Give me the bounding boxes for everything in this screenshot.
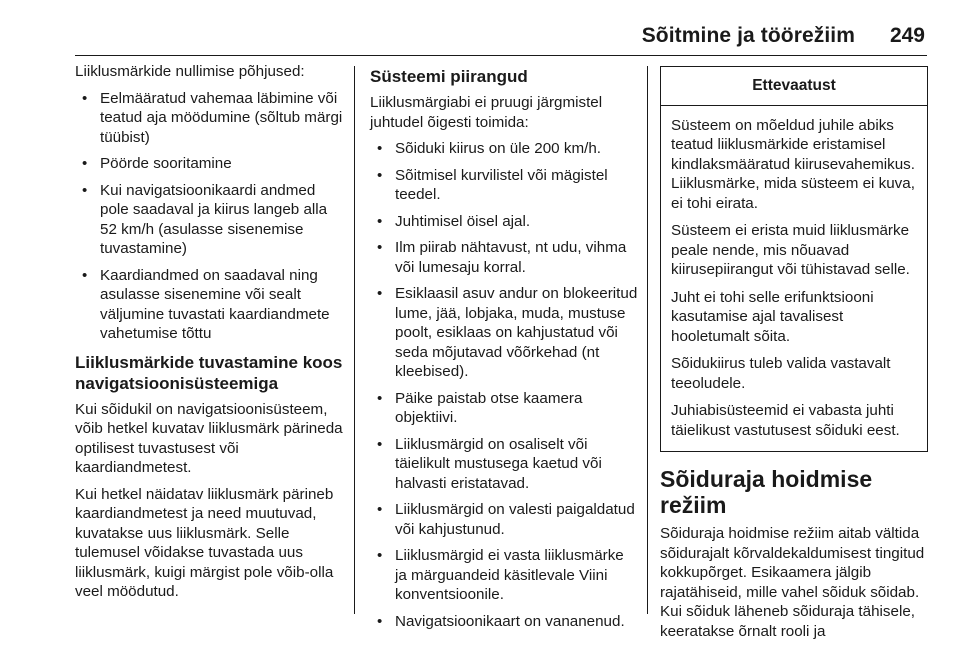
paragraph: Juht ei tohi selle erifunktsiooni kasutamise ajal tavalisest hooletumalt sõita. [671,288,874,345]
list-item: • Kui navigatsioonikaardi andmed pole saadaval ja kiirus langeb alla 52 km/h (asulasse sisenemise tuvastamine) [75,181,345,259]
page-header [0,0,960,58]
reset-reasons-list [75,89,345,344]
paragraph: Kui hetkel näidatav liiklusmärk pärineb kaardiandmetest ja need muutuvad, kuvatakse uus liiklusmärk. Selle tulemusel võidakse tuvastada uus liiklusmärk, kuigi märgist pole võib-olla veel möödutud. [75,485,334,600]
list-item: • Päike paistab otse kaamera objektiivi. [370,389,638,428]
caution-title: Ettevaatust [661,67,927,106]
column-divider-1 [354,66,355,614]
column-left [75,62,345,609]
header-divider [75,55,927,56]
list-item: • Liiklusmärgid ei vasta liiklusmärke ja märguandeid käsitlevale Viini konventsioonile. [370,546,638,605]
section-heading: Liiklusmärkide tuvastamine koos navigatsioonisüsteemiga [75,352,343,393]
column-middle [370,62,638,639]
paragraph: Juhiabisüsteemid ei vabasta juhti täielikust vastutusest sõiduki eest. [671,402,900,439]
list-item: • Eelmääratud vahemaa läbimine või teatud aja möödumine (sõltub märgi tüübist) [75,89,345,148]
section-heading: Sõiduraja hoidmise režiim [660,466,873,518]
list-item: • Liiklusmärgid on osaliselt või täielikult mustusega kaetud või halvasti eristatavad. [370,435,638,494]
page-number: 249 [889,24,925,47]
section-heading: Süsteemi piirangud [370,67,528,86]
list-item: • Ilm piirab nähtavust, nt udu, vihma või lumesaju korral. [370,238,638,277]
list-item: • Navigatsioonikaart on vananenud. [370,612,638,632]
list-item: • Pöörde sooritamine [75,154,345,174]
chapter-title: Sõitmine ja töörežiim [641,24,855,47]
paragraph: Kui sõidukil on navigatsioonisüsteem, võib hetkel kuvatav liiklusmärk pärineda optilisest tuvastusest või kaardiandmetest. [75,400,343,476]
list-item: • Kaardiandmed on saadaval ning asulasse sisenemine või sealt väljumine tuvastati kaardiandmete vahetumise tõttu [75,266,345,344]
list-item: • Sõitmisel kurvilistel või mägistel teedel. [370,166,638,205]
limitations-intro: Liiklusmärgiabi ei pruugi järgmistel juhtudel õigesti toimida: [370,94,603,131]
list-item: • Liiklusmärgid on valesti paigaldatud või kahjustunud. [370,500,638,539]
column-right [660,62,928,648]
list-item: • Juhtimisel öisel ajal. [370,212,638,232]
paragraph: Süsteem on mõeldud juhile abiks teatud liiklusmärkide eristamisel kindlaksmääratud kiirusevahemikus. Liiklusmärke, mida süsteem ei kuva, ei tohi eirata. [671,116,915,212]
paragraph: Süsteem ei erista muid liiklusmärke peale nende, mis nõuavad kiirusepiirangut või tühistavad selle. [671,222,910,278]
reset-reasons-intro: Liiklusmärkide nullimise põhjused: [75,63,305,80]
paragraph: Sõiduraja hoidmise režiim aitab vältida sõidurajalt kõrvaldekaldumisest tingitud kokkupõrget. Esikaamera jälgib rajatähiseid, mille vahel sõiduk sõidab. Kui sõiduk läheneb sõiduraja tähisele, keeratakse õrnalt rooli ja [660,525,925,640]
column-divider-2 [647,66,648,614]
limitations-list [370,139,638,631]
caution-body [661,106,927,452]
list-item: • Esiklaasil asuv andur on blokeeritud lume, jää, lobjaka, muda, mustuse poolt, esiklaas on kahjustatud või seda mõjutavad võõrkehad (nt kleebised). [370,284,638,382]
paragraph: Sõidukiirus tuleb valida vastavalt teeoludele. [671,355,891,392]
list-item: • Sõiduki kiirus on üle 200 km/h. [370,139,638,159]
caution-box [660,66,928,452]
